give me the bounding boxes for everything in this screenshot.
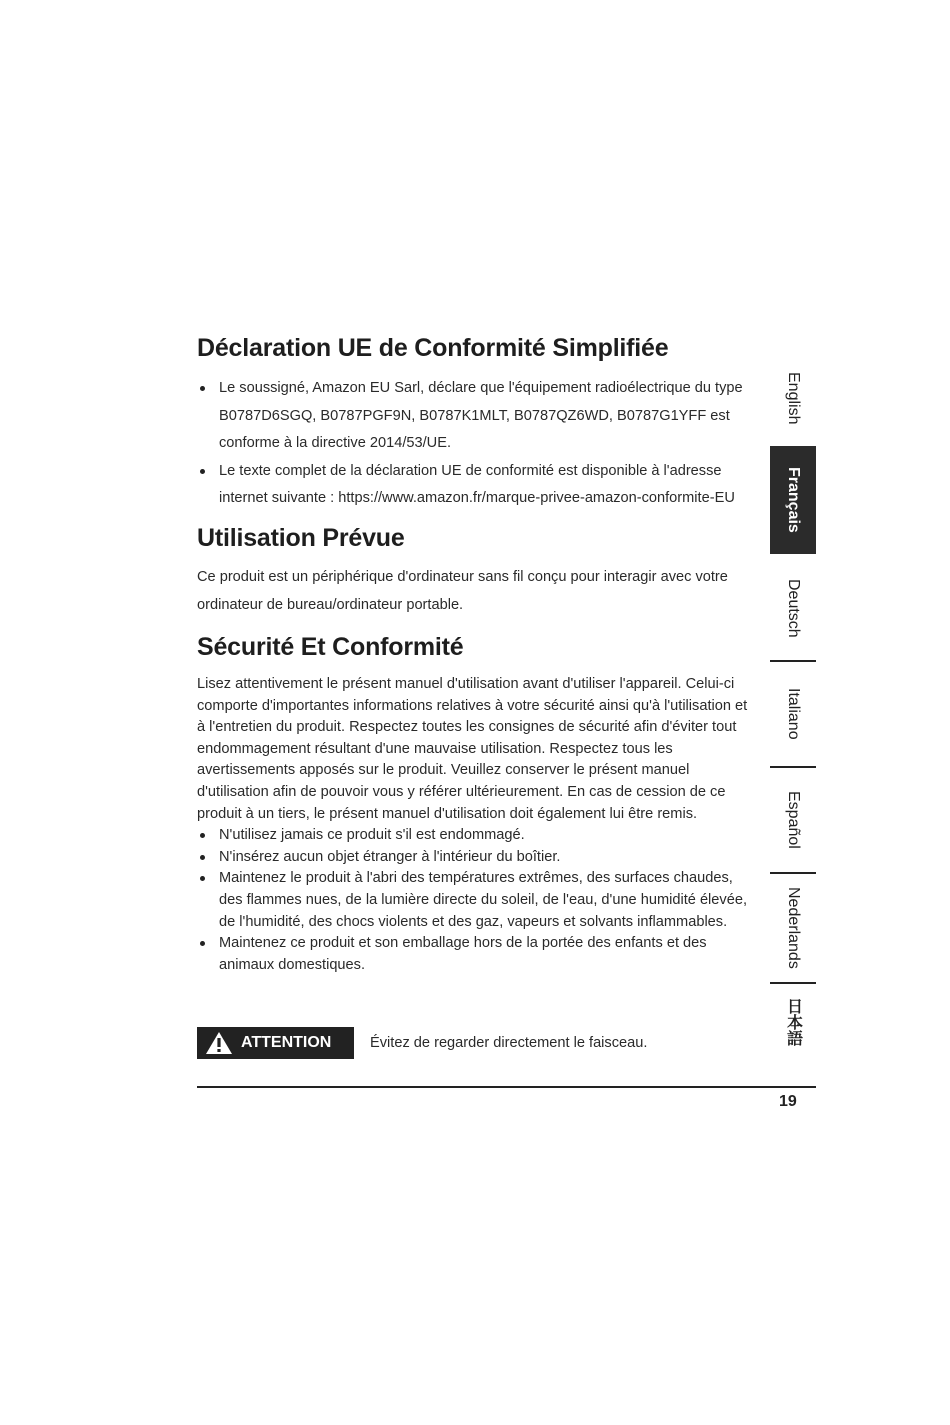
list-item: N'insérez aucun objet étranger à l'intérieur du boîtier. xyxy=(197,847,757,869)
page-number: 19 xyxy=(779,1093,797,1110)
tab-deutsch[interactable] xyxy=(770,558,816,658)
declaration-list xyxy=(197,375,762,513)
safety-title: Sécurité Et Conformité xyxy=(197,633,464,661)
tab-label: Nederlands xyxy=(785,887,802,969)
warning-badge xyxy=(197,1027,354,1059)
tab-italiano[interactable] xyxy=(770,664,816,764)
intended-use-title: Utilisation Prévue xyxy=(197,524,405,552)
tab-label: Español xyxy=(785,791,802,849)
tab-divider xyxy=(770,872,816,874)
tab-label: 日本語 xyxy=(784,998,802,1046)
tab-francais[interactable] xyxy=(770,446,816,554)
list-item: N'utilisez jamais ce produit s'il est endommagé. xyxy=(197,825,757,847)
warning-row xyxy=(197,1027,647,1059)
tab-label: Italiano xyxy=(785,688,802,740)
warning-triangle-icon xyxy=(205,1031,233,1055)
tab-label: Français xyxy=(785,467,802,533)
tab-label: Deutsch xyxy=(785,578,802,638)
tab-espanol[interactable] xyxy=(770,770,816,870)
tab-divider xyxy=(770,766,816,768)
tab-japanese[interactable] xyxy=(770,986,816,1058)
tab-label: English xyxy=(785,371,802,425)
footer-divider xyxy=(197,1086,816,1088)
tab-divider xyxy=(770,660,816,662)
list-item: Le texte complet de la déclaration UE de conformité est disponible à l'adresse internet suivante : https://www.amazon.fr/marque-privee-amazon-conformite-EU xyxy=(197,458,762,513)
safety-list xyxy=(197,825,757,976)
list-item: Le soussigné, Amazon EU Sarl, déclare que l'équipement radioélectrique du type B0787D6SGQ, B0787PGF9N, B0787K1MLT, B0787QZ6WD, B0787G1YFF est conforme à la directive 2014/53/UE. xyxy=(197,375,762,458)
warning-text: Évitez de regarder directement le faisceau. xyxy=(370,1035,648,1051)
tab-divider xyxy=(770,982,816,984)
safety-paragraph: Lisez attentivement le présent manuel d'utilisation avant d'utiliser l'appareil. Celui-ci comporte d'importantes informations relatives à votre sécurité ainsi qu'à l'utilisation et à l'entretien du produit. Respectez toutes les consignes de sécurité afin d'éviter tout endommagement résultant d'une mauvaise utilisation. Respectez tous les avertissements apposés sur le produit. Veuillez conserver le présent manuel d'utilisation afin de pouvoir vous y référer ultérieurement. En cas de cession de ce produit à un tiers, le présent manuel d'utilisation doit également lui être remis. xyxy=(197,676,748,822)
list-item: Maintenez le produit à l'abri des températures extrêmes, des surfaces chaudes, des flammes nues, de la lumière directe du soleil, de l'eau, d'une humidité élevée, de l'humidité, des chocs violents et des gaz, vapeurs et solvants inflammables. xyxy=(197,868,757,933)
declaration-title: Déclaration UE de Conformité Simplifiée xyxy=(197,334,669,362)
intended-use-text: Ce produit est un périphérique d'ordinateur sans fil conçu pour interagir avec votre ordinateur de bureau/ordinateur portable. xyxy=(197,569,728,613)
list-item: Maintenez ce produit et son emballage hors de la portée des enfants et des animaux domestiques. xyxy=(197,933,757,976)
tab-nederlands[interactable] xyxy=(770,876,816,980)
warning-badge-label: ATTENTION xyxy=(241,1034,332,1051)
tab-english[interactable] xyxy=(770,348,816,448)
safety-body xyxy=(197,674,757,976)
